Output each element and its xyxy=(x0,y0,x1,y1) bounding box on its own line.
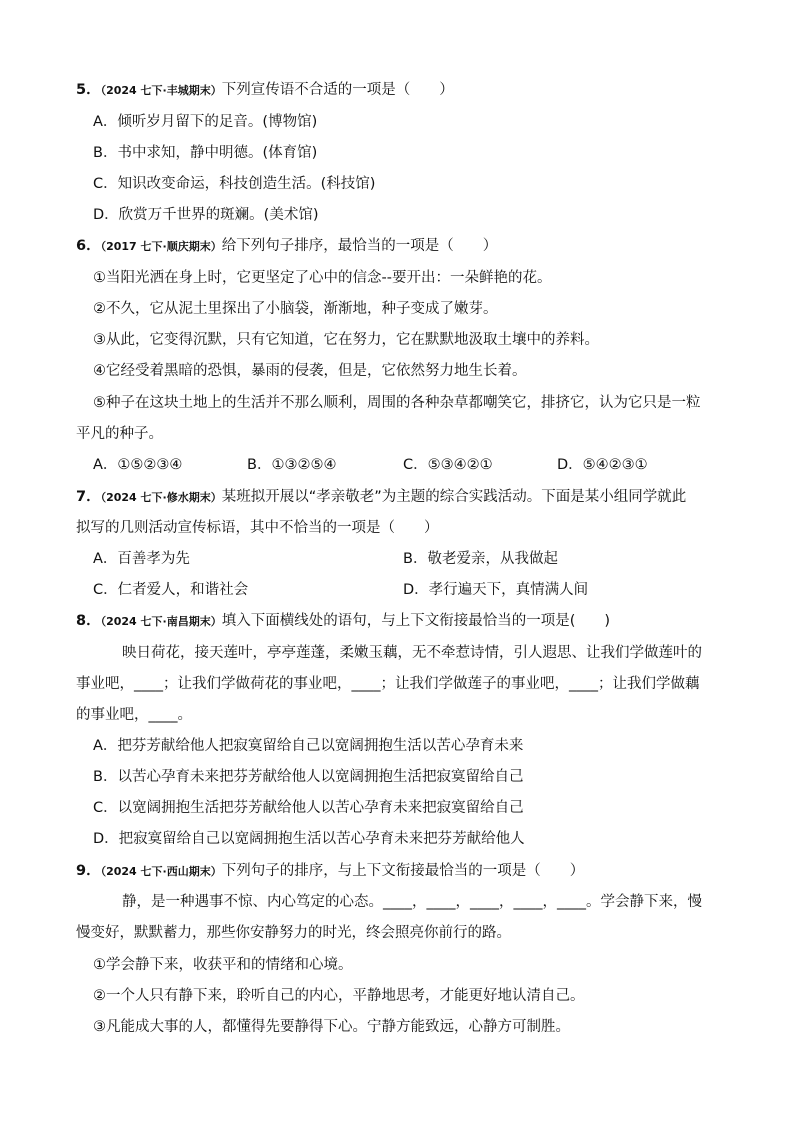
question-stem: 填入下面横线处的语句，与上下文衔接最恰当的一项是( ) xyxy=(221,613,611,629)
option-a: A．把芬芳献给他人把寂寞留给自己以宽阔拥抱生活以苦心孕育未来 xyxy=(93,738,524,754)
question-number: 8． xyxy=(76,613,101,629)
option-a: A．倾听岁月留下的足音。(博物馆) xyxy=(93,114,318,130)
sentence-1: ①学会静下来，收获平和的情绪和心境。 xyxy=(93,957,353,973)
sentence-1: ①当阳光洒在身上时，它更坚定了心中的信念--要开出：一朵鲜艳的花。 xyxy=(93,270,552,286)
option-a: A．①⑤②③④ xyxy=(93,457,183,473)
sentence-4: ④它经受着黑暗的恐惧，暴雨的侵袭，但是，它依然努力地生长着。 xyxy=(93,363,527,379)
question-source: （2017 七下·顺庆期末） xyxy=(100,240,222,253)
passage-line-1: 映日荷花，接天莲叶，亭亭莲蓬，柔嫩玉藕，无不牵惹诗情，引人遐思、让我们学做莲叶的 xyxy=(122,645,702,661)
option-d: D．欣赏万千世界的斑斓。(美术馆) xyxy=(93,207,319,223)
question-stem: 下列句子的排序，与上下文衔接最恰当的一项是（ ） xyxy=(221,863,585,879)
option-c: C．以宽阔拥抱生活把芬芳献给他人以苦心孕育未来把寂寞留给自己 xyxy=(93,800,524,816)
question-5-header xyxy=(76,80,454,101)
question-source: （2024 七下·修水期末） xyxy=(100,491,222,504)
question-source: （2024 七下·南昌期末） xyxy=(100,615,222,628)
question-9-header xyxy=(76,861,584,882)
question-number: 6． xyxy=(76,238,101,254)
question-stem: 下列宣传语不合适的一项是（ ） xyxy=(221,82,454,98)
option-d: D．⑤④②③① xyxy=(557,457,648,473)
question-stem: 给下列句子排序，最恰当的一项是（ ） xyxy=(221,238,498,254)
sentence-2: ②不久，它从泥土里探出了小脑袋，渐渐地，种子变成了嫩芽。 xyxy=(93,301,498,317)
option-b: B．以苦心孕育未来把芬芳献给他人以宽阔拥抱生活把寂寞留给自己 xyxy=(93,769,524,785)
question-8-header xyxy=(76,611,610,632)
passage-line-1: 静，是一种遇事不惊、内心笃定的心态。____，____，____，____，____。学会静下来，慢 xyxy=(122,894,702,910)
option-d: D．孝行遍天下，真情满人间 xyxy=(403,582,589,598)
passage-line-2: 事业吧，____；让我们学做荷花的事业吧，____；让我们学做莲子的事业吧，____；让我们学做藕 xyxy=(76,676,700,692)
question-number: 5． xyxy=(76,82,101,98)
sentence-3: ③从此，它变得沉默，只有它知道，它在努力，它在默默地汲取土壤中的养料。 xyxy=(93,332,599,348)
sentence-2: ②一个人只有静下来，聆听自己的内心，平静地思考，才能更好地认清自己。 xyxy=(93,988,585,1004)
question-7-header xyxy=(76,487,686,508)
question-number: 9． xyxy=(76,863,101,879)
option-c: C．知识改变命运，科技创造生活。(科技馆) xyxy=(93,176,376,192)
passage-line-3: 的事业吧，____。 xyxy=(76,707,192,723)
question-number: 7． xyxy=(76,489,101,505)
option-d: D．把寂寞留给自己以宽阔拥抱生活以苦心孕育未来把芬芳献给他人 xyxy=(93,831,525,847)
question-6-header xyxy=(76,236,497,257)
passage-line-2: 慢变好，默默蓄力，那些你安静努力的时光，终会照亮你前行的路。 xyxy=(76,925,511,941)
option-a: A．百善孝为先 xyxy=(93,551,190,567)
question-source: （2024 七下·丰城期末） xyxy=(100,84,222,97)
option-c: C．⑤③④②① xyxy=(403,457,493,473)
sentence-5-continued: 平凡的种子。 xyxy=(76,426,163,442)
question-stem: 某班拟开展以“孝亲敬老”为主题的综合实践活动。下面是某小组同学就此 xyxy=(221,489,687,505)
question-source: （2024 七下·西山期末） xyxy=(100,865,222,878)
sentence-3: ③凡能成大事的人，都懂得先要静得下心。宁静方能致远，心静方可制胜。 xyxy=(93,1019,570,1035)
option-b: B．书中求知，静中明德。(体育馆) xyxy=(93,145,318,161)
sentence-5: ⑤种子在这块土地上的生活并不那么顺利，周围的各种杂草都嘲笑它，排挤它，认为它只是一粒 xyxy=(93,395,701,411)
option-b: B．①③②⑤④ xyxy=(247,457,337,473)
option-c: C．仁者爱人，和谐社会 xyxy=(93,582,249,598)
question-stem-continued: 拟写的几则活动宣传标语，其中不恰当的一项是（ ） xyxy=(76,520,439,536)
option-b: B．敬老爱亲，从我做起 xyxy=(403,551,558,567)
